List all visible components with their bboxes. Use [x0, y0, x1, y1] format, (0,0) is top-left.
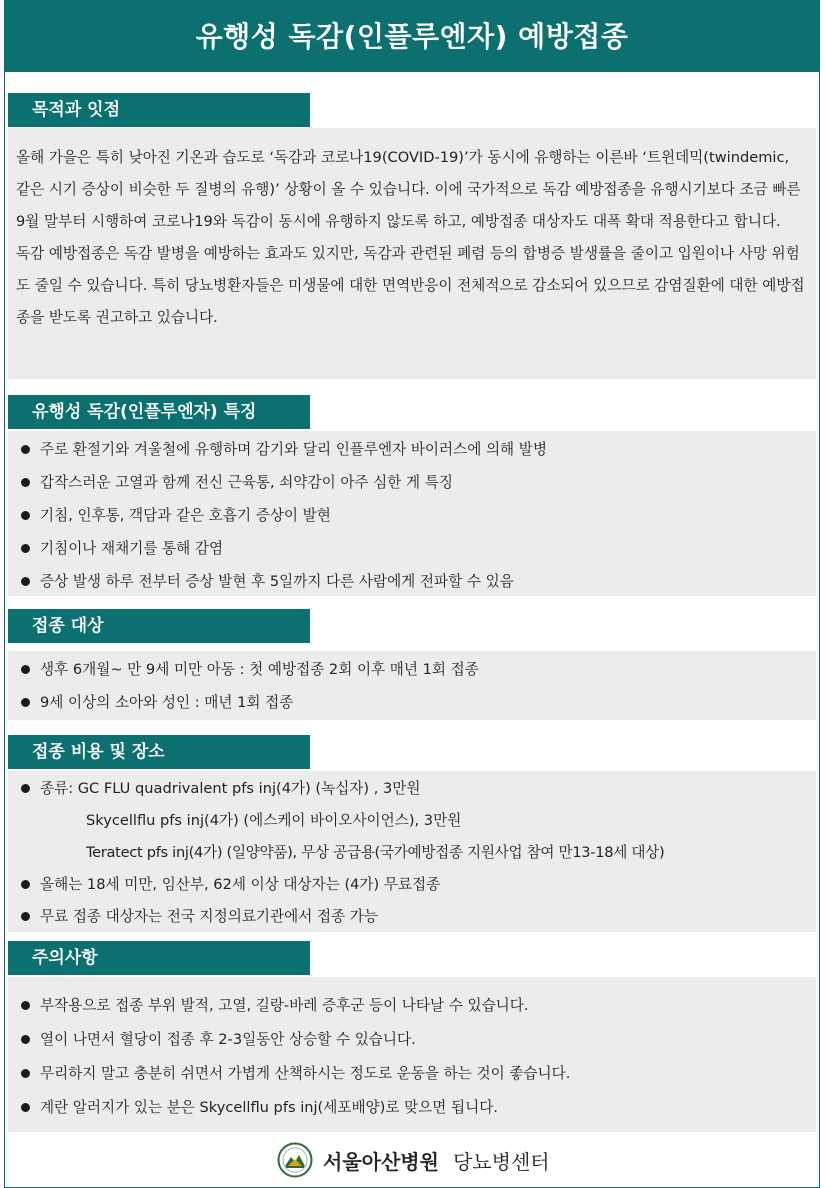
list-item: 갑작스러운 고열과 함께 전신 근육통, 쇠약감이 아주 심한 게 특징	[8, 466, 816, 499]
bullet-icon	[21, 880, 30, 889]
section-body-cost	[8, 771, 816, 932]
purpose-paragraph-2: 독감 예방접종은 독감 발병을 예방하는 효과도 있지만, 독감과 관련된 폐렴 등의 합병증 발생률을 줄이고 입원이나 사망 위험도 줄일 수 있습니다. 특히 당뇨병환자들은 미생물에 대한 면역반응이 전체적으로 감소되어 있으므로 감염질환에 대한 예방접종을 받도록 권고하고 있습니다.	[16, 245, 805, 326]
document-frame	[4, 0, 820, 1188]
bullet-icon	[21, 1001, 30, 1010]
page-title: 유행성 독감(인플루엔자) 예방접종	[5, 0, 819, 72]
bullet-icon	[21, 1103, 30, 1112]
section-body-caution	[8, 977, 816, 1132]
list-item-continuation: Skycellflu pfs inj(4가) (에스케이 바이오사이언스), 3만원	[86, 812, 462, 829]
cost-list	[8, 773, 816, 933]
department-name: 당뇨병센터	[453, 1150, 550, 1174]
list-item: 열이 나면서 혈당이 접종 후 2-3일동안 상승할 수 있습니다.	[8, 1023, 816, 1057]
bullet-icon	[21, 698, 30, 707]
list-item: 주로 환절기와 겨울철에 유행하며 감기와 달리 인플루엔자 바이러스에 의해 발병	[8, 433, 816, 466]
list-item: 올해는 18세 미만, 임산부, 62세 이상 대상자는 (4가) 무료접종	[8, 869, 816, 901]
section-heading-cost: 접종 비용 및 장소	[8, 735, 310, 769]
purpose-paragraph-1: 올해 가을은 특히 낮아진 기온과 습도로 ‘독감과 코로나19(COVID-19)’가 동시에 유행하는 이른바 ‘트윈데믹(twindemic, 같은 시기 증상이 비슷한 두 질병의 유행)’ 상황이 올 수 있습니다. 이에 국가적으로 독감 예방접종을 유행시기보다 조금 빠른 9월 말부터 시행하여 코로나19와 독감이 동시에 유행하지 않도록 하고, 예방접종 대상자도 대폭 확대 적용한다고 합니다.	[16, 149, 801, 230]
bullet-icon	[21, 784, 30, 793]
section-heading-targets: 접종 대상	[8, 609, 310, 643]
hospital-name: 서울아산병원	[323, 1150, 439, 1174]
bullet-icon	[21, 1069, 30, 1078]
caution-list	[8, 989, 816, 1125]
list-item-continuation: Teratect pfs inj(4가) (일양약품), 무상 공급용(국가예방접종 지원사업 참여 만13-18세 대상)	[86, 844, 665, 861]
targets-list	[8, 653, 816, 719]
section-heading-features: 유행성 독감(인플루엔자) 특징	[8, 395, 310, 429]
bullet-icon	[21, 1035, 30, 1044]
footer	[5, 1136, 819, 1188]
section-body-features	[8, 431, 816, 596]
bullet-icon	[21, 478, 30, 487]
list-item: 무료 접종 대상자는 전국 지정의료기관에서 접종 가능	[8, 901, 816, 933]
section-body-targets	[8, 651, 816, 720]
list-item: 증상 발생 하루 전부터 증상 발현 후 5일까지 다른 사람에게 전파할 수 있음	[8, 565, 816, 598]
bullet-icon	[21, 912, 30, 921]
list-item: 9세 이상의 소아와 성인 : 매년 1회 접종	[8, 686, 816, 719]
section-body-purpose	[8, 128, 816, 379]
section-heading-caution: 주의사항	[8, 941, 310, 975]
bullet-icon	[21, 577, 30, 586]
bullet-icon	[21, 665, 30, 674]
list-item: 무리하지 말고 충분히 쉬면서 가볍게 산책하시는 정도로 운동을 하는 것이 좋습니다.	[8, 1057, 816, 1091]
list-item: 기침이나 재채기를 통해 감염	[8, 532, 816, 565]
features-list	[8, 433, 816, 598]
asan-foundation-logo-icon	[277, 1142, 313, 1178]
bullet-icon	[21, 544, 30, 553]
list-item: 계란 알러지가 있는 분은 Skycellflu pfs inj(세포배양)로 맞으면 됩니다.	[8, 1091, 816, 1125]
list-item: 생후 6개월~ 만 9세 미만 아동 : 첫 예방접종 2회 이후 매년 1회 접종	[8, 653, 816, 686]
bullet-icon	[21, 511, 30, 520]
list-item: 종류: GC FLU quadrivalent pfs inj(4가) (녹십자) , 3만원	[8, 773, 816, 805]
bullet-icon	[21, 445, 30, 454]
section-heading-purpose: 목적과 잇점	[8, 93, 310, 127]
list-item: 기침, 인후통, 객담과 같은 호흡기 증상이 발현	[8, 499, 816, 532]
list-item: 부작용으로 접종 부위 발적, 고열, 길랑-바레 증후군 등이 나타날 수 있습니다.	[8, 989, 816, 1023]
